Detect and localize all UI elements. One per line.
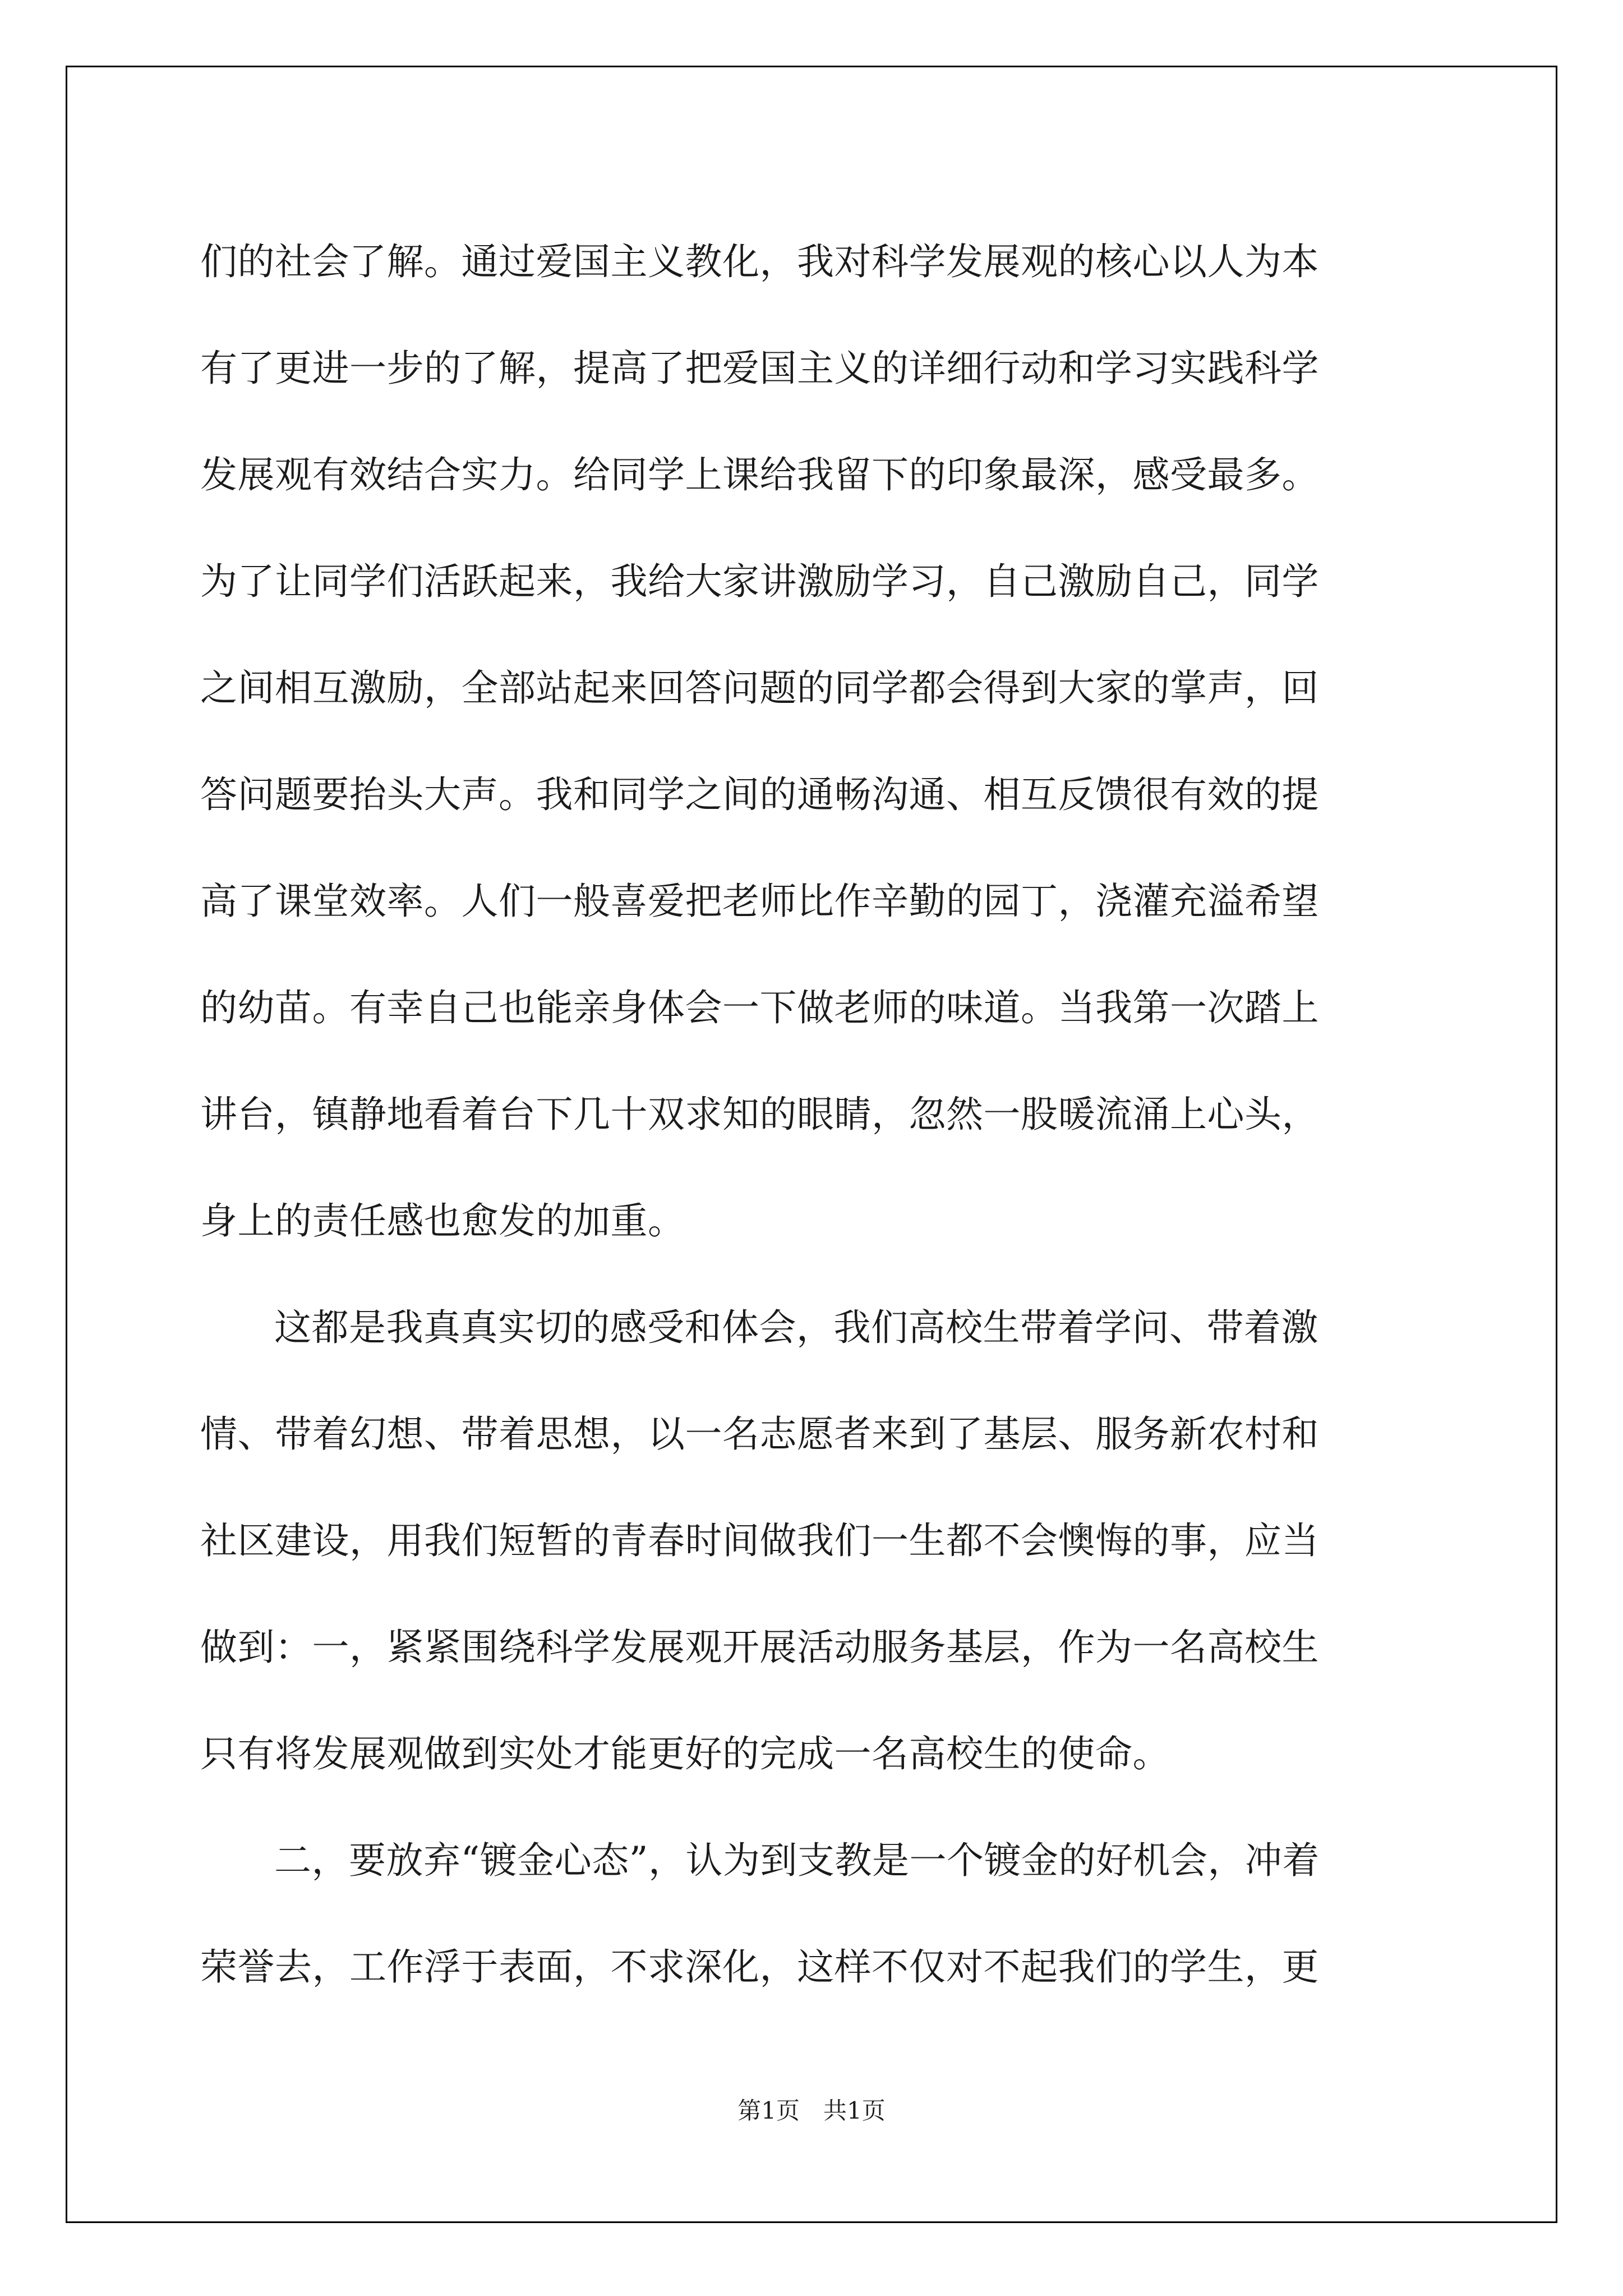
page-number-label: 第1页 共1页 [737, 2097, 886, 2124]
page-footer [0, 2092, 1623, 2126]
text-line: 讲台，镇静地看着台下几十双求知的眼睛，忽然一股暖流涌上心头， [200, 1093, 1319, 1136]
text-line: 们的社会了解。通过爱国主义教化，我对科学发展观的核心以人为本 [200, 240, 1319, 283]
text-line: 社区建设，用我们短暂的青春时间做我们一生都不会懊悔的事，应当 [200, 1519, 1319, 1562]
document-body [200, 209, 1434, 2021]
text-line: 荣誉去，工作浮于表面，不求深化，这样不仅对不起我们的学生，更 [200, 1945, 1319, 1989]
text-line: 做到：一，紧紧围绕科学发展观开展活动服务基层，作为一名高校生 [200, 1626, 1319, 1669]
text-line: 有了更进一步的了解，提高了把爱国主义的详细行动和学习实践科学 [200, 347, 1319, 390]
text-line: 的幼苗。有幸自己也能亲身体会一下做老师的味道。当我第一次踏上 [200, 986, 1319, 1029]
text-line: 这都是我真真实切的感受和体会，我们高校生带着学问、带着激 [274, 1306, 1318, 1349]
text-line: 高了课堂效率。人们一般喜爱把老师比作辛勤的园丁，浇灌充溢希望 [200, 880, 1319, 923]
text-line: 发展观有效结合实力。给同学上课给我留下的印象最深，感受最多。 [200, 453, 1319, 496]
text-line: 只有将发展观做到实处才能更好的完成一名高校生的使命。 [200, 1732, 1170, 1775]
text-line: 身上的责任感也愈发的加重。 [200, 1199, 685, 1243]
text-line: 为了让同学们活跃起来，我给大家讲激励学习，自己激励自己，同学 [200, 560, 1319, 603]
text-line: 二，要放弃“镀金心态”，认为到支教是一个镀金的好机会，冲着 [274, 1839, 1320, 1882]
text-line: 情、带着幻想、带着思想，以一名志愿者来到了基层、服务新农村和 [200, 1412, 1319, 1456]
text-line: 之间相互激励，全部站起来回答问题的同学都会得到大家的掌声，回 [200, 666, 1319, 710]
text-line: 答问题要抬头大声。我和同学之间的通畅沟通、相互反馈很有效的提 [200, 773, 1319, 816]
